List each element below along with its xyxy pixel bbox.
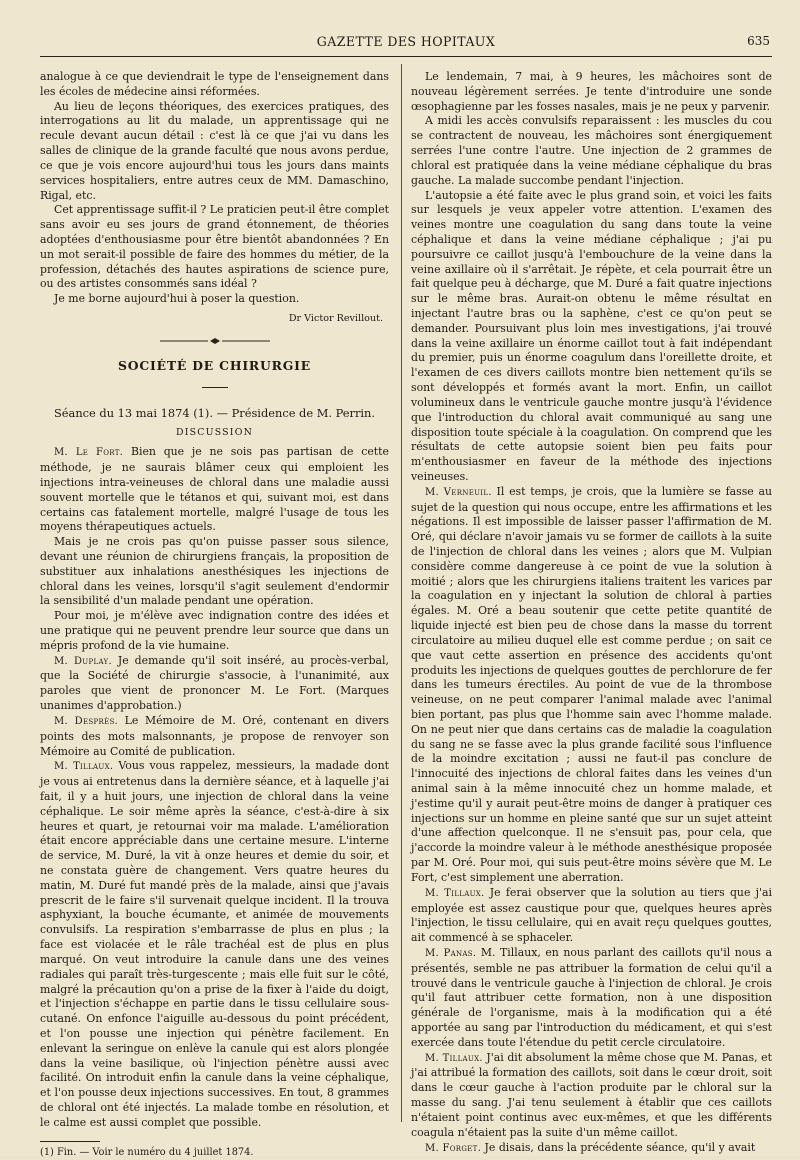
left-paragraph <box>40 445 389 535</box>
paragraph-text: Pour moi, je m'élève avec indignation contre des idées et une pratique qui ne peuvent prendre leur source que dans un mépris profond de la vie humaine. <box>40 609 389 652</box>
ornament-rule-icon <box>160 337 270 345</box>
left-column <box>40 70 389 1160</box>
footnote-rule <box>40 1141 100 1142</box>
right-paragraph <box>411 886 772 946</box>
page-header <box>40 30 772 57</box>
right-paragraph <box>411 70 772 114</box>
speaker-name: M. Desprès. <box>54 715 119 727</box>
column-divider <box>401 64 402 1122</box>
right-paragraph <box>411 114 772 188</box>
speaker-name: M. Panas. <box>425 947 477 959</box>
speaker-name: M. Tillaux. <box>425 887 485 899</box>
intro-paragraph-3: Cet apprentissage suffit-il ? Le praticien peut-il être complet sans avoir eu ses jours de grand étonnement, de théories adoptées d'enthousiasme pour être bientôt abandonnées ? En un mot serait-il possible de faire des hommes du métier, de la profession, détachés des hautes aspirations de science pure, ou des artistes consommés sans idéal ? <box>40 203 390 291</box>
paragraph-text: Bien que je ne sois pas partisan de cette méthode, je ne saurais blâmer ceux qui emploient les injections intra-veineuses de chloral dans une maladie aussi souvent mortelle que le tétanos et qui, suivant moi, est dans certains cas fatalement mortelle, malgré l'usage de tous les moyens thérapeutiques actuels. <box>40 445 390 534</box>
left-paragraph <box>40 535 389 609</box>
right-paragraph <box>411 1051 772 1141</box>
section-title: SOCIÉTÉ DE CHIRURGIE <box>118 357 311 373</box>
seance-heading: Séance du 13 mai 1874 (1). — Présidence de M. Perrin. <box>53 405 376 420</box>
speaker-name: M. Duplay. <box>54 655 112 667</box>
speaker-name: M. Verneuil. <box>425 486 492 498</box>
left-discussion-paragraphs <box>40 445 389 1130</box>
right-discussion-paragraphs <box>411 70 772 1156</box>
footnote: (1) Fin. — Voir le numéro du 4 juillet 1874. <box>40 1146 254 1158</box>
left-paragraph <box>40 759 389 1130</box>
journal-title: GAZETTE DES HOPITAUX <box>316 34 496 49</box>
right-paragraph <box>411 946 772 1051</box>
speaker-name: M. Tillaux. <box>54 761 114 773</box>
right-paragraph <box>411 1141 772 1157</box>
paragraph-text: A midi les accès convulsifs reparaissent : les muscles du cou se contractent de nouveau, les mâchoires sont énergiquement serrées l'une contre l'autre. Une injection de 2 grammes de chloral est pratiquée dans la veine médiane céphalique du bras gauche. La malade succombe pendant l'injection. <box>411 114 772 187</box>
title-rule <box>202 387 228 388</box>
paragraph-text: Mais je ne crois pas qu'on puisse passer sous silence, devant une réunion de chirurgiens français, la proposition de substituer aux inhalations anesthésiques les injections de chloral dans les veines, lorsqu'il s'agit seulement d'endormir la sensibilité d'un malade pendant une opération. <box>40 535 389 608</box>
right-paragraph <box>411 485 772 886</box>
discussion-label: DISCUSSION <box>176 427 253 439</box>
intro-paragraph-2: Au lieu de leçons théoriques, des exercices pratiques, des interrogations au lit du malade, un apprentissage qui ne recule devant aucun détail : c'est là ce que j'ai vu dans les salles de clinique de la grande faculté que nous avons perdue, ce que je vois encore aujourd'hui tous les jours dans maints services hospitaliers, entre autres ceux de MM. Damaschino, Rigal, etc. <box>40 99 389 202</box>
speaker-name: M. Forget. <box>425 1142 482 1154</box>
paragraph-text: L'autopsie a été faite avec le plus grand soin, et voici les faits sur lesquels je veux appeler votre attention. L'examen des veines montre une coagulation du sang dans toute la veine céphalique et dans la veine médiane céphalique ; j'ai pu poursuivre ce caillot jusqu'à l'embouchure de la veine dans la veine axillaire où il s'arrêtait. Je répète, et cela pourrait être un fait quelque peu à décharge, que M. Duré a fait quatre injections sur le même bras. Aurait-on obtenu le même résultat en injectant l'autre bras ou la saphène, c'est ce qu'on peut se demander. Poursuivant plus loin mes investigations, j'ai trouvé dans la veine axillaire un énorme caillot tout à fait indépendant du premier, puis un énorme coagulum dans l'oreillette droite, et l'examen de ces divers caillots montre bien nettement qu'ils se sont développés et formés avant la mort. Enfin, un caillot volumineux dans le ventricule gauche montre jusqu'à l'évidence que l'introduction du chloral avait communiqué au sang une disposition toute spéciale à la coagulation. On comprend que les résultats de cette autopsie soient bien peu faits pour m'enthousiasmer en faveur de la méthode des injections veineuses. <box>411 188 772 483</box>
paragraph-text: Le Mémoire de M. Oré, contenant en divers points des mots malsonnants, je propose de renvoyer son Mémoire au Comité de publication. <box>40 713 389 758</box>
paragraph-text: Je ferai observer que la solution au tiers que j'ai employée est assez caustique pour que, quelques heures après l'injection, le tissu cellulaire, qui en avait reçu quelques gouttes, ait commencé à se sphaceler. <box>411 885 772 945</box>
speaker-name: M. Le Fort. <box>54 447 124 459</box>
paragraph-text: Le lendemain, 7 mai, à 9 heures, les mâchoires sont de nouveau légèrement serrées. Je tente d'introduire une sonde œsophagienne par les fosses nasales, mais je ne peux y parvenir. <box>411 70 772 113</box>
speaker-name: M. Tillaux. <box>425 1052 483 1064</box>
left-paragraph <box>40 654 389 714</box>
intro-paragraph-1: analogue à ce que deviendrait le type de l'enseignement dans les écoles de médecine ainsi réformées. <box>40 70 389 98</box>
intro-paragraph-4: Je me borne aujourd'hui à poser la question. <box>54 292 300 306</box>
paragraph-text: Je disais, dans la précédente séance, qu'il y avait <box>481 1140 756 1154</box>
right-column <box>411 70 772 1156</box>
page-number: 635 <box>747 34 770 48</box>
left-paragraph <box>40 714 389 759</box>
right-paragraph <box>411 189 772 485</box>
left-paragraph <box>40 609 389 653</box>
paragraph-text: Il est temps, je crois, que la lumière se fasse au sujet de la question qui nous occupe, entre les affirmations et les négations. Il est impossible de laisser passer l'affirmation de M. Oré, qui déclare n'avoir jamais vu se former de caillots à la suite de l'injection de chloral dans les veines ; alors que M. Vulpian considère comme dangereuse à ce point de vue la solution à moitié ; alors que les chirurgiens italiens traitent les varices par la coagulation en y injectant la solution de chloral à parties égales. M. Oré a beau soutenir que cette petite quantité de liquide injecté est bien peu de chose dans la masse du torrent circulatoire au milieu duquel elle est comme perdue ; on sait ce que vaut cette assertion en présence des accidents qu'ont produits les injections de quelques gouttes de perchlorure de fer dans les tumeurs érectiles. Au point de vue de la thrombose veineuse, on ne peut comparer l'animal malade avec l'animal bien portant, pas plus que l'homme sain avec l'homme malade. On ne peut nier que dans certains cas de maladie la coagulation du sang ne se fasse avec la plus grande facilité sous l'influence de la moindre excitation ; aussi ne faut-il pas conclure de l'innocuité des injections de chloral faites dans les veines d'un animal sain à la même innocuité chez un homme malade, et j'estime qu'il y aurait peut-être moins de danger à pratiquer ces injections sur un homme en pleine santé que sur un sujet atteint d'une affection quelconque. Il ne s'ensuit pas, pour cela, que j'accorde la moindre valeur à le méthode anesthésique proposée par M. Oré. Pour moi, qui suis peut-être moins sévère que M. Le Fort, c'est simplement une aberration. <box>411 484 772 884</box>
paragraph-text: Je demande qu'il soit inséré, au procès-verbal, que la Société de chirurgie s'associe, à l'unanimité, aux paroles que vient de prononcer M. Le Fort. (Marques unanimes d'approbation.) <box>40 653 389 713</box>
paragraph-text: J'ai dit absolument la même chose que M. Panas, et j'ai attribué la formation des caillots, soit dans le cœur droit, soit dans le cœur gauche à l'action produite par le chloral sur la masse du sang. J'ai tenu seulement à établir que ces caillots n'étaient point continus avec eux-mêmes, et que les différents coagula n'étaient pas la suite d'un même caillot. <box>411 1050 772 1139</box>
paragraph-text: M. Tillaux, en nous parlant des caillots qu'il nous a présentés, semble ne pas attribuer la formation de celui qu'il a trouvé dans le ventricule gauche à l'injection de chloral. Je crois qu'il faut attribuer cette formation, non à une disposition générale de l'organisme, mais à la modification qui a été apportée au sang par l'introduction du médicament, et qui s'est exercée dans toute l'étendue du petit cercle circulatoire. <box>411 945 772 1049</box>
paragraph-text: Vous vous rappelez, messieurs, la madade dont je vous ai entretenus dans la dernière séance, et à laquelle j'ai fait, il y a huit jours, une injection de chloral dans la veine céphalique. Le soir même après la séance, c'est-à-dire à six heures et quart, je retournai voir ma malade. L'amélioration était encore appréciable dans une certaine mesure. L'interne de service, M. Duré, la vit à onze heures et demie du soir, et ne constata guère de changement. Vers quatre heures du matin, M. Duré fut mandé près de la malade, ainsi que j'avais prescrit de le faire s'il survenait quelque incident. Il la trouva asphyxiant, la bouche écumante, et animée de mouvements convulsifs. La respiration s'embarrasse de plus en plus ; la face est violacée et le râle trachéal est de plus en plus marqué. On veut introduire la canule dans une des veines radiales qui paraît très-turgescente ; mais elle fuit sur le côté, malgré la précaution qu'on a prise de la fixer à l'aide du doigt, et l'injection s'échappe en partie dans le tissu cellulaire sous-cutané. On enfonce l'aiguille au-dessous du point précédent, et l'on pousse une injection qui pénètre facilement. En enlevant la seringue on enlève la canule qui est alors plongée dans la veine basilique, où l'injection pénètre aussi avec facilité. On introduit enfin la canule dans la veine céphalique, et l'on pousse deux injections successives. En tout, 8 grammes de chloral ont été injectés. La malade tombe en résolution, et le calme est aussi complet que possible. <box>40 759 390 1129</box>
author-signature: Dr Victor Revillout. <box>288 313 383 324</box>
